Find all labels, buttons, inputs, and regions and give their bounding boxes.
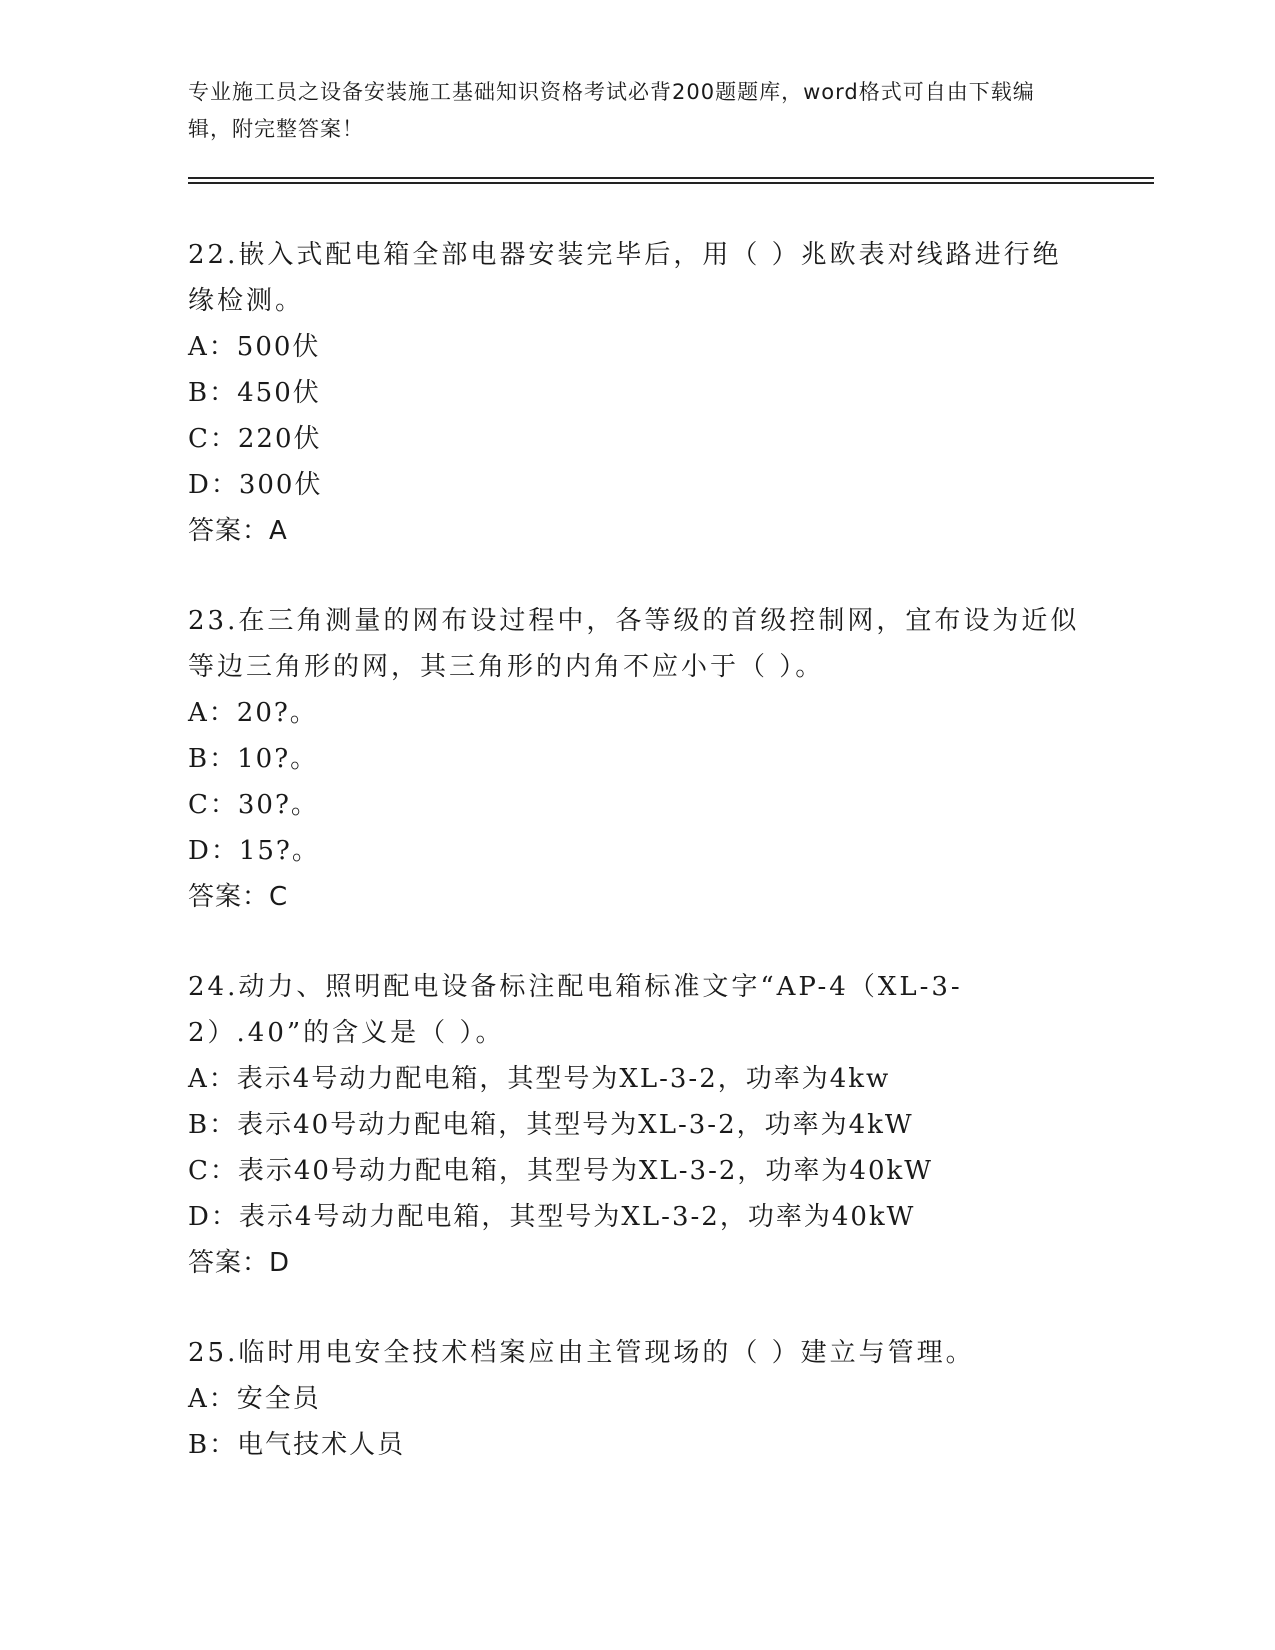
answer-line: 答案：A: [188, 516, 288, 546]
answer-line: 答案：D: [188, 1248, 291, 1278]
question-24: [188, 964, 1088, 1286]
option-c: C：表示40号动力配电箱，其型号为XL-3-2，功率为40kW: [188, 1156, 933, 1186]
document-header: 专业施工员之设备安装施工基础知识资格考试必背200题题库，word格式可自由下载编辑，附完整答案！: [188, 80, 1035, 141]
question-text: 25.临时用电安全技术档案应由主管现场的（ ）建立与管理。: [188, 1338, 975, 1368]
header-divider-top: [188, 177, 1154, 179]
option-a: A：500伏: [188, 332, 321, 362]
option-b: B：表示40号动力配电箱，其型号为XL-3-2，功率为4kW: [188, 1110, 914, 1140]
question-text: 22.嵌入式配电箱全部电器安装完毕后，用（ ）兆欧表对线路进行绝缘检测。: [188, 240, 1062, 316]
option-d: D：15?。: [188, 836, 320, 866]
question-text: 24.动力、照明配电设备标注配电箱标准文字“AP-4（XL-3-2）.40”的含义是（ ）。: [188, 972, 963, 1048]
answer-line: 答案：C: [188, 882, 289, 912]
option-c: C：220伏: [188, 424, 322, 454]
header-divider-bottom: [188, 182, 1154, 184]
option-a: A：表示4号动力配电箱，其型号为XL-3-2，功率为4kw: [188, 1064, 891, 1094]
option-b: B：450伏: [188, 378, 321, 408]
question-25: [188, 1330, 1088, 1468]
option-d: D：表示4号动力配电箱，其型号为XL-3-2，功率为40kW: [188, 1202, 916, 1232]
question-23: [188, 598, 1088, 920]
option-b: B：10?。: [188, 744, 319, 774]
option-a: A：安全员: [188, 1384, 321, 1414]
option-b: B：电气技术人员: [188, 1430, 406, 1460]
option-d: D：300伏: [188, 470, 323, 500]
option-a: A：20?。: [188, 698, 318, 728]
question-22: [188, 232, 1088, 554]
option-c: C：30?。: [188, 790, 319, 820]
question-list: [188, 232, 1088, 1512]
question-text: 23.在三角测量的网布设过程中，各等级的首级控制网，宜布设为近似等边三角形的网，其三角形的内角不应小于（ ）。: [188, 606, 1080, 682]
